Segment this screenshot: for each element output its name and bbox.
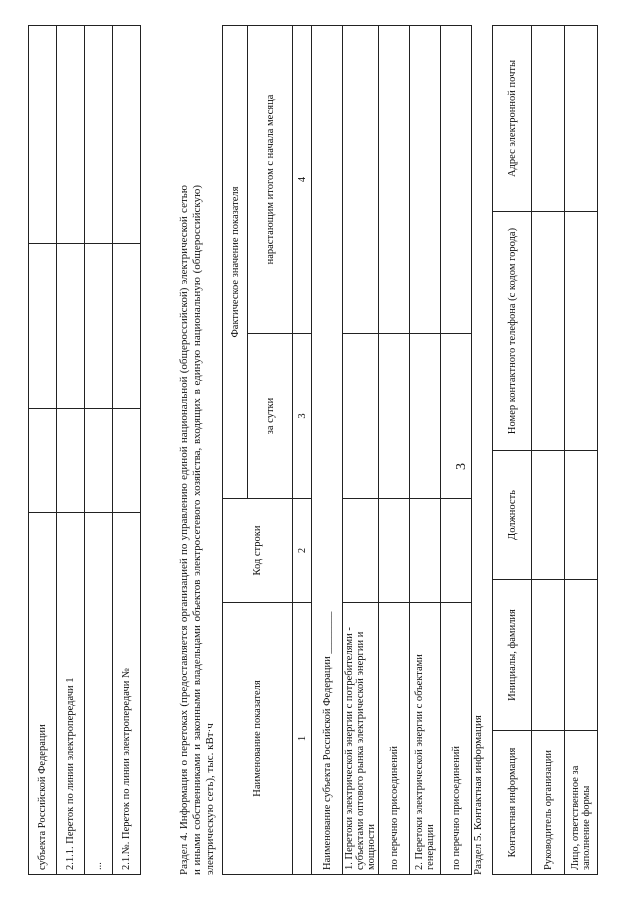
table-cell (343, 26, 379, 334)
continuation-table (28, 25, 141, 875)
page-number: 3 (454, 463, 469, 470)
table-cell: по перечню присоединений (379, 603, 410, 875)
table-cell (532, 26, 565, 212)
table-row (565, 26, 598, 875)
column-number: 4 (293, 26, 312, 334)
header-cell: Должность (493, 451, 532, 580)
table-row (85, 26, 113, 875)
table-cell (29, 26, 57, 244)
table-cell: Лицо, ответственное за заполнение формы (565, 731, 598, 875)
table-row (441, 26, 472, 875)
table-cell (410, 334, 441, 499)
table-cell (343, 499, 379, 603)
table-header-row (493, 26, 532, 875)
table-row (379, 26, 410, 875)
table-header-row (223, 26, 248, 875)
header-cell: Инициалы, фамилия (493, 580, 532, 731)
header-cell: Адрес электронной почты (493, 26, 532, 212)
column-number: 2 (293, 499, 312, 603)
table-cell (532, 580, 565, 731)
table-cell (85, 26, 113, 244)
table-cell (441, 334, 472, 499)
table-cell (565, 26, 598, 212)
table-cell: по перечню присоединений (441, 603, 472, 875)
table-cell (113, 409, 141, 513)
table-cell (379, 26, 410, 334)
column-number-row (293, 26, 312, 875)
table-cell (410, 499, 441, 603)
table-cell (85, 244, 113, 409)
table-cell: 1. Перетоки электрической энергии с потребителями - субъектами оптового рынка электрической энергии и мощности (343, 603, 379, 875)
table-cell: Руководитель организации (532, 731, 565, 875)
section5-heading: Раздел 5. Контактная информация (472, 715, 484, 875)
table-row (343, 26, 379, 875)
header-indicator: Наименование показателя (223, 603, 293, 875)
table-cell (113, 26, 141, 244)
table-row (113, 26, 141, 875)
table-cell (29, 244, 57, 409)
table-cell: ... (85, 513, 113, 875)
table-cell (441, 26, 472, 334)
column-number: 3 (293, 334, 312, 499)
table-cell: Наименование субъекта Российской Федерации ________ (312, 26, 343, 875)
contact-table (492, 25, 598, 875)
header-cumulative: нарастающим итогом с начала месяца (248, 26, 293, 334)
table-cell: 2. Перетоки электрической энергии с объектами генерации (410, 603, 441, 875)
table-row (57, 26, 85, 875)
table-cell (57, 26, 85, 244)
header-line-code: Код строки (223, 499, 293, 603)
table-cell (85, 409, 113, 513)
table-row (312, 26, 343, 875)
table-cell: 2.1.1. Переток по линии электропередачи 1 (57, 513, 85, 875)
table-cell (532, 451, 565, 580)
header-cell: Номер контактного телефона (с кодом города) (493, 212, 532, 451)
header-actual: Фактическое значение показателя (223, 26, 248, 499)
table-cell (343, 334, 379, 499)
table-cell (29, 409, 57, 513)
table-cell: субъекта Российской Федерации (29, 513, 57, 875)
table-row (410, 26, 441, 875)
header-per-day: за сутки (248, 334, 293, 499)
table-cell (565, 580, 598, 731)
section4-table (222, 25, 472, 875)
column-number: 1 (293, 603, 312, 875)
table-cell (565, 451, 598, 580)
table-cell (379, 499, 410, 603)
table-cell (410, 26, 441, 334)
table-cell (113, 244, 141, 409)
table-row (532, 26, 565, 875)
section4-heading: Раздел 4. Информация о перетоках (предоставляется организацией по управлению единой национальной (общероссийской) электрической сетью и иными собственниками и законными владельцами объектов электросетевого хозяйства, входящих в единую национальную (общероссийскую) электрическую сеть), тыс. кВт·ч (178, 185, 216, 875)
table-cell (379, 334, 410, 499)
table-cell (441, 499, 472, 603)
table-cell (565, 212, 598, 451)
table-cell: 2.1.№. Переток по линии электропередачи № (113, 513, 141, 875)
table-cell (532, 212, 565, 451)
table-cell (57, 409, 85, 513)
table-row (29, 26, 57, 875)
table-cell (57, 244, 85, 409)
header-cell: Контактная информация (493, 731, 532, 875)
